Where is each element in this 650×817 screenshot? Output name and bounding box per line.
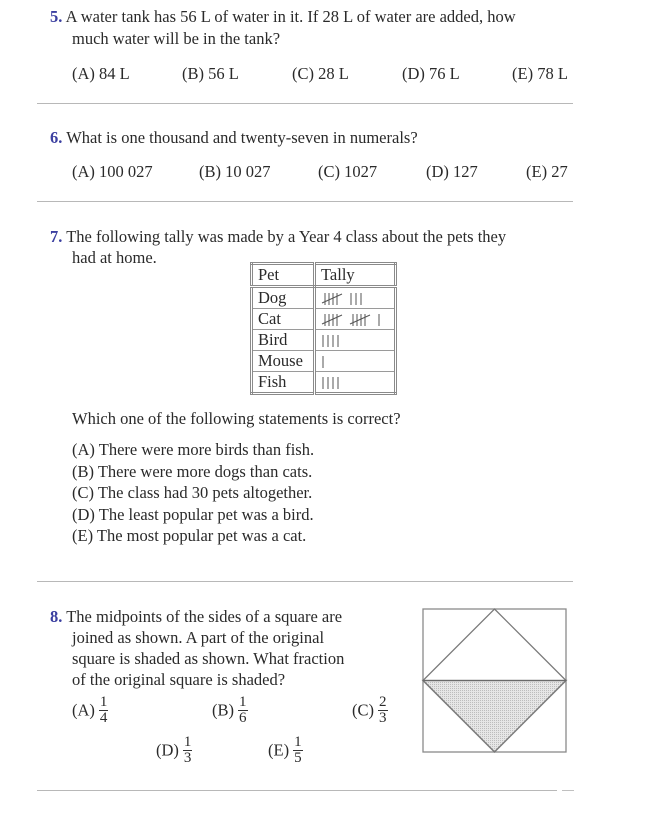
question-text: The midpoints of the sides of a square are bbox=[66, 607, 343, 626]
tally-marks bbox=[315, 287, 396, 309]
option-c[interactable]: (C) The class had 30 pets altogether. bbox=[72, 483, 313, 502]
pet-name: Mouse bbox=[252, 351, 315, 372]
divider bbox=[37, 581, 573, 582]
table-row bbox=[252, 287, 396, 309]
tally-marks bbox=[315, 372, 396, 394]
question-5 bbox=[50, 6, 516, 27]
fraction: $\frac{2}{3}$ bbox=[379, 694, 387, 726]
option-b[interactable]: (B) $\frac{1}{6}$ bbox=[212, 694, 247, 726]
square-diagram bbox=[420, 606, 570, 756]
tally-icon bbox=[321, 333, 345, 349]
tally-table-wrapper bbox=[250, 262, 397, 395]
column-header-tally: Tally bbox=[315, 264, 396, 287]
option-b[interactable]: (B) 10 027 bbox=[199, 162, 271, 181]
question-text-cont: square is shaded as shown. What fraction bbox=[72, 649, 345, 668]
tally-icon bbox=[321, 291, 368, 307]
question-8 bbox=[50, 606, 400, 690]
option-a[interactable]: (A) 100 027 bbox=[72, 162, 153, 181]
question-7 bbox=[50, 226, 506, 247]
question-text-cont: had at home. bbox=[72, 248, 157, 267]
question-prompt: Which one of the following statements is correct? bbox=[72, 409, 401, 428]
option-e[interactable]: (E) $\frac{1}{5}$ bbox=[268, 734, 302, 766]
table-row bbox=[252, 372, 396, 394]
option-d[interactable]: (D) $\frac{1}{3}$ bbox=[156, 734, 192, 766]
shaded-triangle bbox=[423, 681, 566, 753]
tally-marks bbox=[315, 330, 396, 351]
option-c[interactable]: (C) $\frac{2}{3}$ bbox=[352, 694, 387, 726]
divider bbox=[37, 103, 573, 104]
question-text-cont: much water will be in the tank? bbox=[72, 29, 281, 48]
pet-name: Fish bbox=[252, 372, 315, 394]
option-a[interactable]: (A) There were more birds than fish. bbox=[72, 440, 315, 459]
table-row bbox=[252, 309, 396, 330]
column-header-pet: Pet bbox=[252, 264, 315, 287]
fraction: $\frac{1}{4}$ bbox=[99, 694, 108, 726]
fraction: $\frac{1}{6}$ bbox=[239, 694, 247, 726]
question-number: 6. bbox=[50, 128, 63, 147]
pet-name: Dog bbox=[252, 287, 315, 309]
tally-table bbox=[250, 262, 397, 395]
question-text: What is one thousand and twenty-seven in numerals? bbox=[66, 128, 418, 147]
option-e[interactable]: (E) 27 bbox=[526, 162, 568, 181]
divider-tail bbox=[562, 790, 574, 791]
option-c[interactable]: (C) 1027 bbox=[318, 162, 378, 181]
pet-name: Bird bbox=[252, 330, 315, 351]
tally-marks bbox=[315, 351, 396, 372]
question-text: The following tally was made by a Year 4 class about the pets they bbox=[66, 227, 507, 246]
option-e[interactable]: (E) 78 L bbox=[512, 64, 568, 83]
question-number: 5. bbox=[50, 7, 63, 26]
option-d[interactable]: (D) 76 L bbox=[402, 64, 460, 83]
option-e[interactable]: (E) The most popular pet was a cat. bbox=[72, 526, 307, 545]
divider bbox=[37, 201, 573, 202]
tally-icon bbox=[321, 375, 345, 391]
question-number: 8. bbox=[50, 607, 63, 626]
tally-marks bbox=[315, 309, 396, 330]
question-text-cont: joined as shown. A part of the original bbox=[72, 628, 325, 647]
q7-options bbox=[72, 439, 314, 547]
divider bbox=[37, 790, 557, 791]
option-b[interactable]: (B) 56 L bbox=[182, 64, 239, 83]
tally-icon bbox=[321, 312, 386, 328]
question-text: A water tank has 56 L of water in it. If 28 L of water are added, how bbox=[65, 7, 516, 26]
table-row bbox=[252, 330, 396, 351]
pet-name: Cat bbox=[252, 309, 315, 330]
question-text-cont: of the original square is shaded? bbox=[72, 670, 286, 689]
fraction: $\frac{1}{3}$ bbox=[183, 734, 192, 766]
option-b[interactable]: (B) There were more dogs than cats. bbox=[72, 461, 313, 481]
table-row bbox=[252, 351, 396, 372]
question-number: 7. bbox=[50, 227, 63, 246]
tally-icon bbox=[321, 354, 330, 370]
fraction: $\frac{1}{5}$ bbox=[294, 734, 302, 766]
option-c[interactable]: (C) 28 L bbox=[292, 64, 349, 83]
table-header-row bbox=[252, 264, 396, 287]
option-a[interactable]: (A) 84 L bbox=[72, 64, 130, 83]
option-d[interactable]: (D) The least popular pet was a bird. bbox=[72, 504, 314, 524]
option-a[interactable]: (A) $\frac{1}{4}$ bbox=[72, 694, 108, 726]
option-d[interactable]: (D) 127 bbox=[426, 162, 478, 181]
question-6 bbox=[50, 127, 418, 148]
